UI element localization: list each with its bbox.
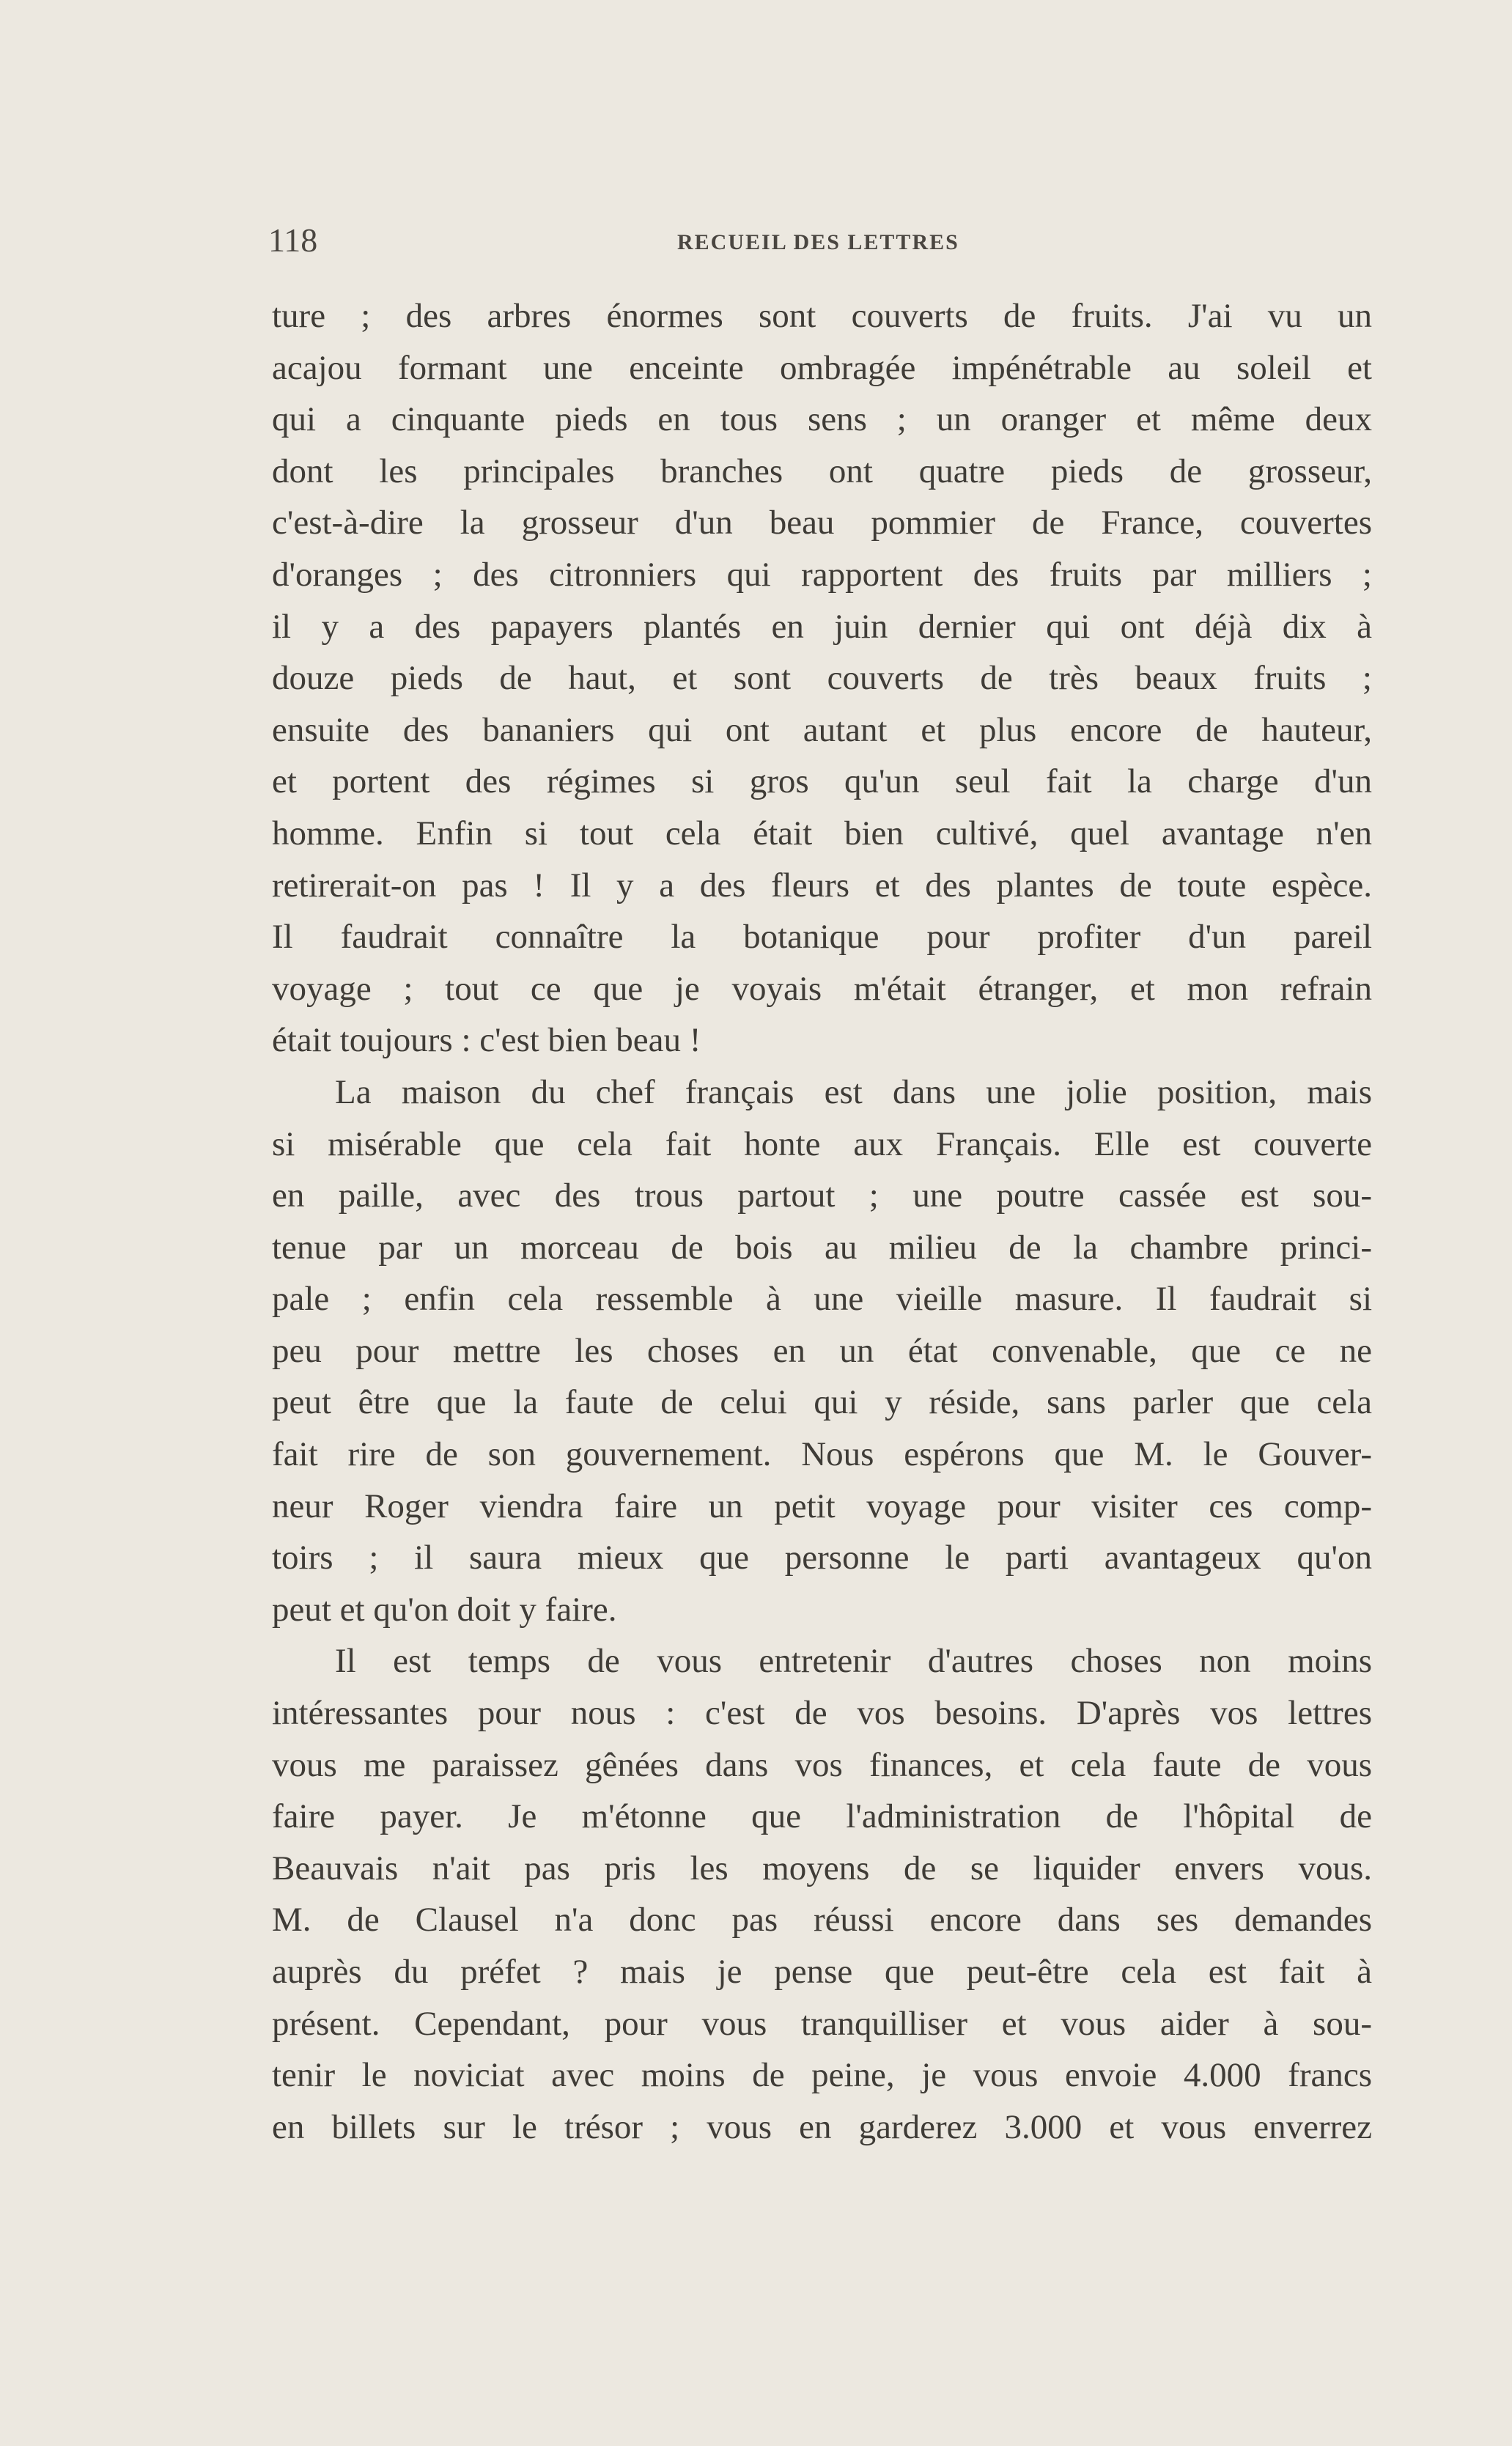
- text-line: pale ; enfin cela ressemble à une vieille masure. Il faudrait si: [272, 1280, 1372, 1319]
- text-line: Beauvais n'ait pas pris les moyens de se liquider envers vous.: [272, 1849, 1372, 1887]
- text-line: toirs ; il saura mieux que personne le parti avantageux qu'on: [272, 1539, 1372, 1577]
- text-line: dont les principales branches ont quatre pieds de grosseur,: [272, 452, 1372, 490]
- text-line: homme. Enfin si tout cela était bien cultivé, quel avantage n'en: [272, 814, 1372, 852]
- text-line: tenir le noviciat avec moins de peine, je vous envoie 4.000 francs: [272, 2056, 1372, 2095]
- text-line: si misérable que cela fait honte aux Français. Elle est couverte: [272, 1124, 1372, 1163]
- text-line: en paille, avec des trous partout ; une poutre cassée est sou-: [272, 1176, 1372, 1215]
- running-title: RECUEIL DES LETTRES: [677, 230, 959, 254]
- text-line: douze pieds de haut, et sont couverts de très beaux fruits ;: [272, 659, 1372, 698]
- text-line: présent. Cependant, pour vous tranquilliser et vous aider à sou-: [272, 2004, 1372, 2043]
- text-line: M. de Clausel n'a donc pas réussi encore dans ses demandes: [272, 1901, 1372, 1940]
- text-line: peut être que la faute de celui qui y réside, sans parler que cela: [272, 1383, 1372, 1422]
- text-line: Il faudrait connaître la botanique pour profiter d'un pareil: [272, 918, 1372, 957]
- text-line: voyage ; tout ce que je voyais m'était étranger, et mon refrain: [272, 969, 1372, 1008]
- text-line: en billets sur le trésor ; vous en garderez 3.000 et vous enverrez: [272, 2107, 1372, 2146]
- text-line: et portent des régimes si gros qu'un seul fait la charge d'un: [272, 762, 1372, 801]
- text-line: neur Roger viendra faire un petit voyage pour visiter ces comp-: [272, 1487, 1372, 1525]
- text-line: ensuite des bananiers qui ont autant et plus encore de hauteur,: [272, 710, 1372, 749]
- text-line: vous me paraissez gênées dans vos finances, et cela faute de vous: [272, 1745, 1372, 1784]
- text-line: intéressantes pour nous : c'est de vos besoins. D'après vos lettres: [272, 1694, 1372, 1733]
- text-line: peu pour mettre les choses en un état convenable, que ce ne: [272, 1331, 1372, 1370]
- text-line: il y a des papayers plantés en juin dernier qui ont déjà dix à: [272, 607, 1372, 646]
- body-text: [272, 290, 1372, 2153]
- text-line: fait rire de son gouvernement. Nous espérons que M. le Gouver-: [272, 1435, 1372, 1474]
- text-line: c'est-à-dire la grosseur d'un beau pommier de France, couvertes: [272, 504, 1372, 542]
- text-line: faire payer. Je m'étonne que l'administration de l'hôpital de: [272, 1797, 1372, 1836]
- text-line: ture ; des arbres énormes sont couverts de fruits. J'ai vu un: [272, 297, 1372, 335]
- page-header: [268, 218, 1372, 262]
- text-line: qui a cinquante pieds en tous sens ; un oranger et même deux: [272, 400, 1372, 439]
- text-line: peut et qu'on doit y faire.: [272, 1590, 617, 1629]
- text-line: tenue par un morceau de bois au milieu de la chambre princi-: [272, 1228, 1372, 1267]
- text-line: d'oranges ; des citronniers qui rapportent des fruits par milliers ;: [272, 555, 1372, 594]
- text-line: était toujours : c'est bien beau !: [272, 1021, 701, 1060]
- text-line: retirerait-on pas ! Il y a des fleurs et des plantes de toute espèce.: [272, 866, 1372, 905]
- text-line: Il est temps de vous entretenir d'autres choses non moins: [335, 1642, 1372, 1681]
- text-line: La maison du chef français est dans une jolie position, mais: [335, 1072, 1372, 1111]
- text-line: acajou formant une enceinte ombragée impénétrable au soleil et: [272, 348, 1372, 387]
- text-line: auprès du préfet ? mais je pense que peut-être cela est fait à: [272, 1953, 1372, 1991]
- page-number: 118: [268, 221, 318, 259]
